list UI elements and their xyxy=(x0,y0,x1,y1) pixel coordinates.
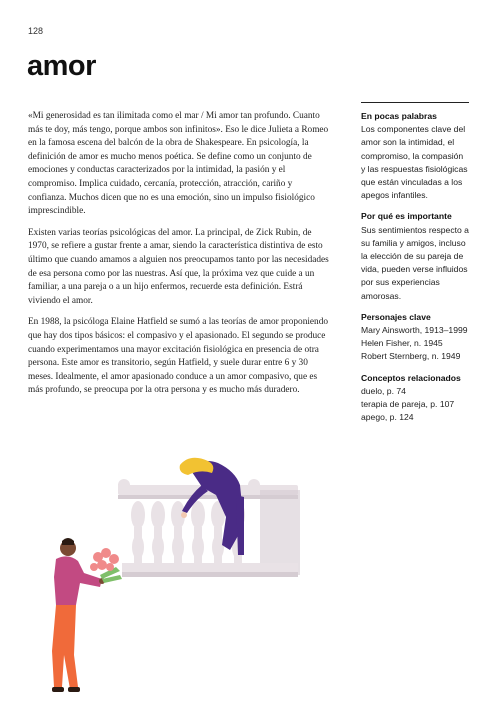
key-person: Robert Sternberg, n. 1949 xyxy=(361,351,461,362)
paragraph: «Mi generosidad es tan ilimitada como el mar / Mi amor tan profundo. Cuanto más te doy, más tengo, porque ambos son infinitos». Eso le dice Julieta a Romeo en la famosa escena del balcón de la obra de Shakespeare. En psicología, la definición de amor es mucho menos poética. Se define como un conjunto de emociones y conductas caracterizados por la intimidad, la pasión y el compromiso. Implica cuidado, cercanía, protección, atracción, cariño y confianza. Muchos dicen que no es una emoción, sino un impulso fisiológico imprescindible. xyxy=(28,111,329,217)
sidebar-divider xyxy=(361,102,469,103)
main-article xyxy=(28,110,333,406)
related-block xyxy=(361,372,469,425)
balcony xyxy=(118,479,300,577)
importance-block xyxy=(361,210,469,302)
sidebar xyxy=(361,110,469,432)
page-number: 128 xyxy=(28,26,44,36)
importance-text: Sus sentimientos respecto a su familia y amigos, incluso la elección de su pareja de vida, pueden verse influidos por sus experiencias amorosas. xyxy=(361,224,469,301)
related-concept: terapia de pareja, p. 107 xyxy=(361,399,455,410)
related-heading: Conceptos relacionados xyxy=(361,372,461,383)
importance-heading: Por qué es importante xyxy=(361,211,452,222)
page-title: amor xyxy=(27,50,96,82)
related-concept: duelo, p. 74 xyxy=(361,385,406,396)
key-person: Mary Ainsworth, 1913–1999 xyxy=(361,325,468,336)
summary-text: Los componentes clave del amor son la intimidad, el compromiso, la compasión y las respuestas fisiológicas que están vinculadas a los apegos infantiles. xyxy=(361,124,468,201)
key-person: Helen Fisher, n. 1945 xyxy=(361,338,443,349)
woman-figure xyxy=(180,458,244,555)
key-people-block xyxy=(361,311,469,364)
summary-block xyxy=(361,110,469,202)
key-people-heading: Personajes clave xyxy=(361,311,431,322)
summary-heading: En pocas palabras xyxy=(361,111,437,121)
related-concept: apego, p. 124 xyxy=(361,412,414,423)
paragraph: En 1988, la psicóloga Elaine Hatfield se sumó a las teorías de amor proponiendo que hay dos tipos básicos: el compasivo y el apasionado. El segundo se produce cuando experimentamos una mayor excitación fisiológica en presencia de otra persona. Este amor es transitorio, según Hatfield, y suele durar entre 6 y 30 meses. Idealmente, el amor apasionado conduce a un amor compasivo, que es más profundo, se preocupa por la otra persona y es mucho más duradero. xyxy=(28,317,329,396)
paragraph: Existen varias teorías psicológicas del amor. La principal, de Zick Rubin, de 1970, se refiere a gustar frente a amar, siendo la característica distintiva de esto último que cuando amamos a alguien nos preocupamos tanto por las necesidades de esa persona como por las nuestras. Así que, la próxima vez que cuide a un familiar, a una pareja o a un hijo enfermos, recuerde esta definición. Estrá viviendo el amor. xyxy=(28,227,329,306)
balcony-illustration xyxy=(40,455,310,700)
